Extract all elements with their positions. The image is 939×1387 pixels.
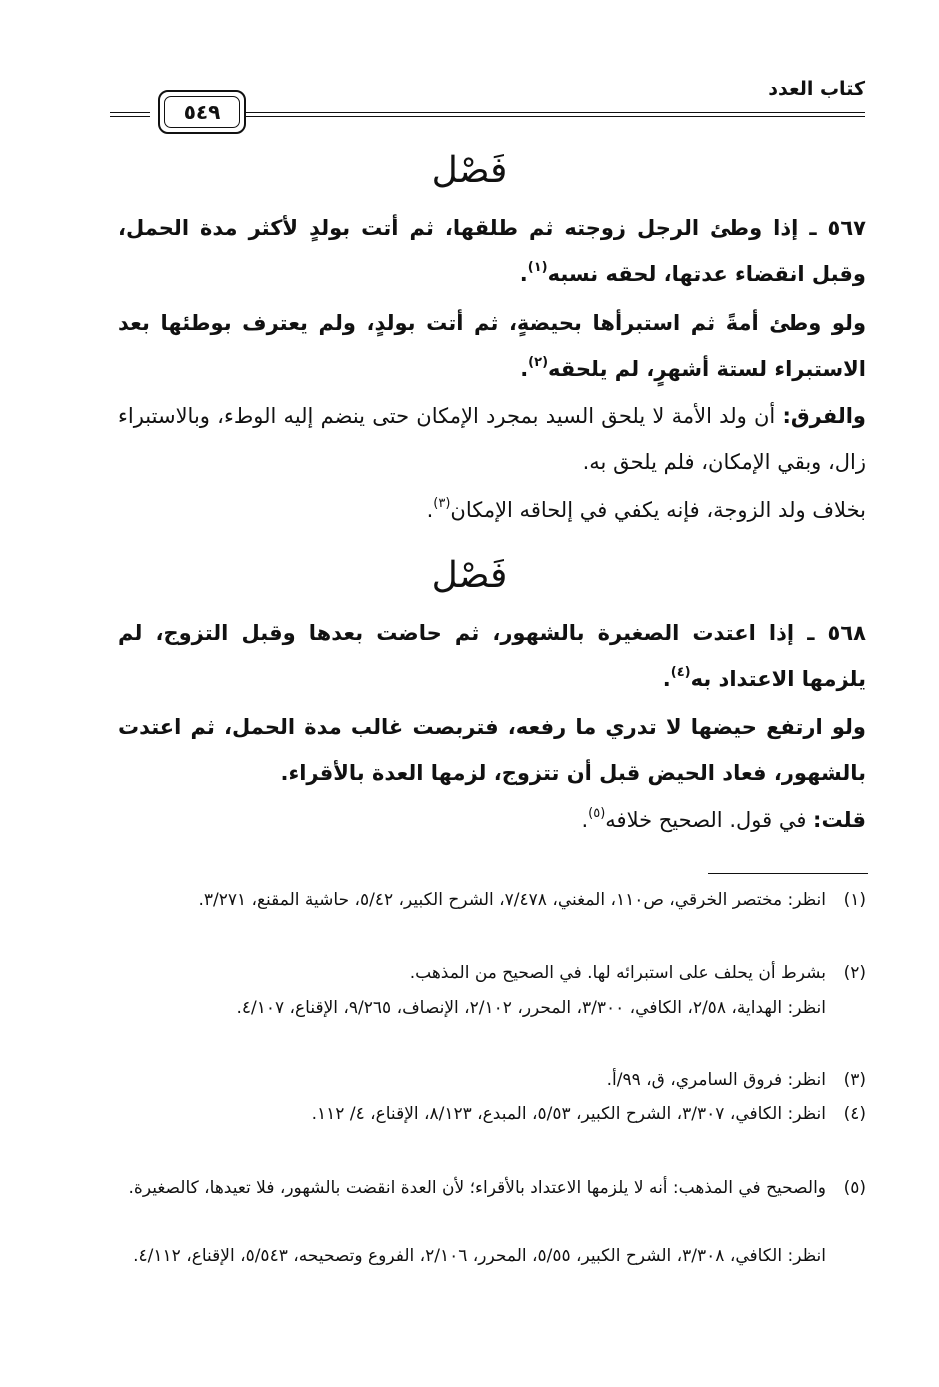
footnote bbox=[118, 1172, 866, 1205]
footnote-ref: (١) bbox=[527, 260, 548, 275]
punctuation: . bbox=[519, 262, 528, 286]
footnote-text: انظر: الكافي، ٣/٣٠٧، الشرح الكبير، ٥/٥٣، المبدع، ٨/١٢٣، الإقناع، ٤/ ١١٢. bbox=[311, 1104, 826, 1124]
footnote-continuation: انظر: الكافي، ٣/٣٠٨، الشرح الكبير، ٥/٥٥، المحرر، ٢/١٠٦، الفروع وتصحيحه، ٥/٥٤٣، الإقناع، ٤/١١٢. bbox=[133, 1246, 826, 1266]
paragraph bbox=[118, 393, 866, 485]
footnote-text: بشرط أن يحلف على استبرائه لها. في الصحيح من المذهب. bbox=[409, 963, 826, 983]
paragraph-text: إذا وطئ الرجل زوجته ثم طلقها، ثم أتت بولدٍ لأكثر مدة الحمل، وقبل انقضاء عدتها، لحقه نسبه bbox=[118, 216, 866, 286]
paragraph-text: في قول. الصحيح خلافه bbox=[605, 808, 807, 832]
footnote-number: (٤) bbox=[843, 1104, 866, 1124]
footnote-ref: (٣) bbox=[433, 496, 451, 511]
section-heading: فَصْل bbox=[431, 150, 508, 191]
page-header bbox=[110, 70, 865, 130]
item-number: ٥٦٧ ـ bbox=[809, 216, 866, 240]
footnote-ref: (٤) bbox=[670, 665, 691, 680]
paragraph-text: ولو ارتفع حيضها لا تدري ما رفعه، فتربصت غالب مدة الحمل، ثم اعتدت بالشهور، فعاد الحيض قبل أن تتزوج، لزمها العدة بالأقراء. bbox=[118, 715, 866, 785]
punctuation: . bbox=[581, 808, 589, 832]
punctuation: . bbox=[520, 357, 529, 381]
section-heading: فَصْل bbox=[431, 555, 508, 596]
paragraph bbox=[118, 300, 866, 392]
footnote-number: (٥) bbox=[843, 1178, 866, 1198]
paragraph-text: إذا اعتدت الصغيرة بالشهور، ثم حاضت بعدها وقبل التزوج، لم يلزمها الاعتداد به bbox=[118, 621, 866, 691]
punctuation: . bbox=[426, 498, 434, 522]
footnote-text: انظر: فروق السامري، ق، ٩٩/أ. bbox=[606, 1070, 826, 1090]
footnote bbox=[118, 1098, 866, 1131]
footnote-text: والصحيح في المذهب: أنه لا يلزمها الاعتداد بالأقراء؛ لأن العدة انقضت بالشهور، فلا تعيدها، كالصغيرة. bbox=[128, 1178, 826, 1198]
paragraph bbox=[118, 797, 866, 843]
paragraph-text: بخلاف ولد الزوجة، فإنه يكفي في إلحاقه الإمكان bbox=[450, 498, 866, 522]
paragraph-567 bbox=[118, 205, 866, 297]
header-rule bbox=[110, 112, 150, 113]
paragraph-568 bbox=[118, 610, 866, 702]
paragraph-label: قلت: bbox=[813, 808, 866, 832]
footnote-separator bbox=[708, 873, 868, 874]
running-title: كتاب العدد bbox=[768, 78, 865, 100]
paragraph-label: والفرق: bbox=[782, 404, 866, 428]
item-number: ٥٦٨ ـ bbox=[807, 621, 866, 645]
footnote-ref: (٢) bbox=[528, 355, 549, 370]
page-number-frame bbox=[158, 90, 246, 134]
header-rule bbox=[245, 112, 865, 113]
paragraph bbox=[118, 487, 866, 533]
paragraph-text: ولو وطئ أمةً ثم استبرأها بحيضةٍ، ثم أتت بولدٍ، ولم يعترف بوطئها بعد الاستبراء لستة أشهرٍ، لم يلحقه bbox=[118, 311, 866, 381]
footnote-continuation: انظر: الهداية، ٢/٥٨، الكافي، ٣/٣٠٠، المحرر، ٢/١٠٢، الإنصاف، ٩/٢٦٥، الإقناع، ٤/١٠٧. bbox=[236, 998, 826, 1018]
footnote bbox=[118, 884, 866, 917]
paragraph-text: أن ولد الأمة لا يلحق السيد بمجرد الإمكان حتى ينضم إليه الوطء، وبالاستبراء زال، وبقي الإمكان، فلم يلحق به. bbox=[118, 404, 866, 474]
footnote-ref: (٥) bbox=[588, 806, 606, 821]
header-rule bbox=[110, 116, 150, 117]
footnote-text: انظر: مختصر الخرقي، ص١١٠، المغني، ٧/٤٧٨، الشرح الكبير، ٥/٤٢، حاشية المقنع، ٣/٢٧١. bbox=[198, 890, 826, 910]
header-rule bbox=[245, 116, 865, 117]
page-number: ٥٤٩ bbox=[183, 100, 221, 124]
punctuation: . bbox=[662, 667, 671, 691]
footnote-number: (٣) bbox=[843, 1070, 866, 1090]
footnote-number: (١) bbox=[843, 890, 866, 910]
footnote-number: (٢) bbox=[843, 963, 866, 983]
footnote bbox=[118, 1064, 866, 1097]
footnote bbox=[118, 957, 866, 990]
paragraph bbox=[118, 704, 866, 796]
